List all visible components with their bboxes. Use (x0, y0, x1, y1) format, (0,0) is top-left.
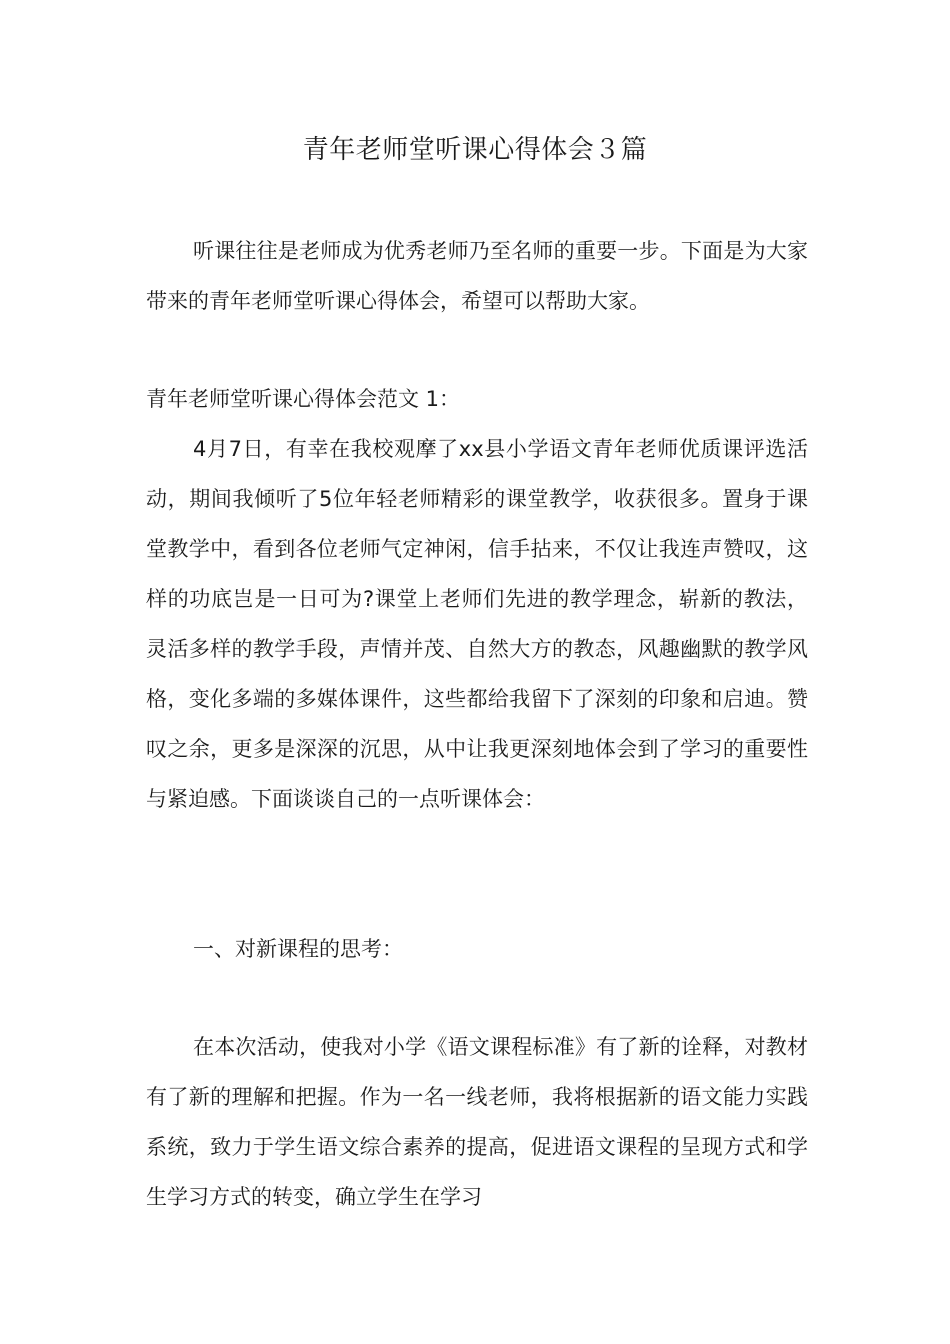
body-paragraph-1: 4月7日，有幸在我校观摩了xx县小学语文青年老师优质课评选活动，期间我倾听了5位年轻老师精彩的课堂教学，收获很多。置身于课堂教学中，看到各位老师气定神闲，信手拈来，不仅让我连声赞叹，这样的功底岂是一日可为?课堂上老师们先进的教学理念，崭新的教法，灵活多样的教学手段，声情并茂、自然大方的教态，风趣幽默的教学风格，变化多端的多媒体课件，这些都给我留下了深刻的印象和启迪。赞叹之余，更多是深深的沉思，从中让我更深刻地体会到了学习的重要性与紧迫感。下面谈谈自己的一点听课体会： (146, 437, 808, 811)
body-paragraph-2: 在本次活动，使我对小学《语文课程标准》有了新的诠释，对教材有了新的理解和把握。作为一名一线老师，我将根据新的语文能力实践系统，致力于学生语文综合素养的提高，促进语文课程的呈现方式和学生学习方式的转变，确立学生在学习 (146, 1035, 808, 1209)
essay-label: 青年老师堂听课心得体会范文 1： (146, 387, 461, 411)
intro-paragraph: 听课往往是老师成为优秀老师乃至名师的重要一步。下面是为大家带来的青年老师堂听课心得体会，希望可以帮助大家。 (146, 239, 808, 313)
section-heading-1: 一、对新课程的思考： (193, 937, 403, 961)
document-title: 青年老师堂听课心得体会３篇 (302, 135, 648, 165)
